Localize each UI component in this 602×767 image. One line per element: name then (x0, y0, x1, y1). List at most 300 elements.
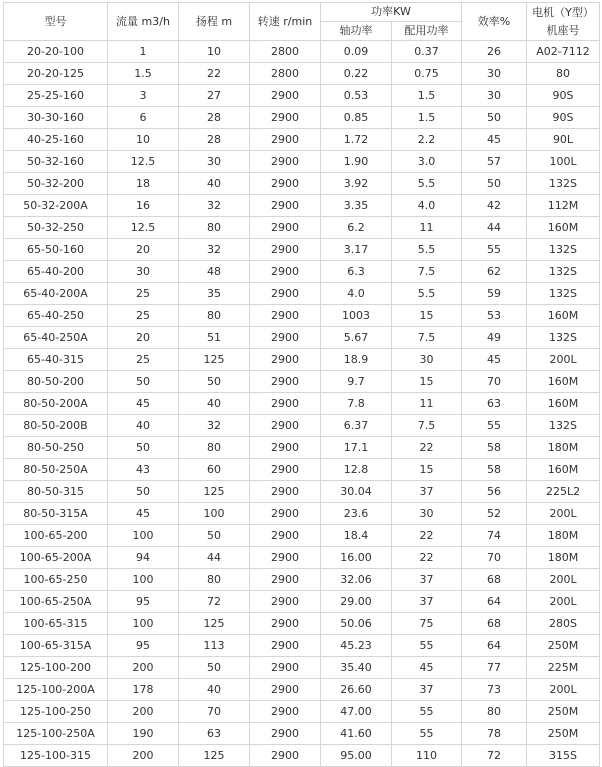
header-flow: 流量 m3/h (108, 3, 179, 41)
cell-flow: 3 (108, 85, 179, 107)
cell-head: 50 (179, 525, 250, 547)
cell-flow: 16 (108, 195, 179, 217)
cell-model: 20-20-125 (4, 63, 108, 85)
cell-shaft-power: 41.60 (321, 723, 392, 745)
cell-flow: 45 (108, 503, 179, 525)
table-row (4, 679, 600, 701)
cell-motor: 200L (527, 679, 600, 701)
cell-head: 125 (179, 745, 250, 767)
cell-rated-power: 110 (392, 745, 462, 767)
cell-efficiency: 50 (462, 107, 527, 129)
header-motor (527, 3, 600, 41)
cell-efficiency: 70 (462, 547, 527, 569)
cell-speed: 2900 (250, 437, 321, 459)
cell-model: 100-65-315 (4, 613, 108, 635)
cell-speed: 2900 (250, 481, 321, 503)
cell-motor: 200L (527, 503, 600, 525)
cell-speed: 2900 (250, 613, 321, 635)
cell-head: 80 (179, 437, 250, 459)
cell-efficiency: 57 (462, 151, 527, 173)
table-row (4, 63, 600, 85)
cell-rated-power: 11 (392, 393, 462, 415)
cell-model: 125-100-250A (4, 723, 108, 745)
table-row (4, 591, 600, 613)
cell-head: 32 (179, 415, 250, 437)
cell-rated-power: 3.0 (392, 151, 462, 173)
cell-rated-power: 15 (392, 305, 462, 327)
cell-speed: 2900 (250, 195, 321, 217)
cell-motor: 160M (527, 305, 600, 327)
cell-shaft-power: 5.67 (321, 327, 392, 349)
cell-head: 27 (179, 85, 250, 107)
cell-head: 80 (179, 217, 250, 239)
cell-motor: 225L2 (527, 481, 600, 503)
cell-shaft-power: 23.6 (321, 503, 392, 525)
cell-model: 50-32-200 (4, 173, 108, 195)
cell-flow: 25 (108, 283, 179, 305)
cell-speed: 2900 (250, 327, 321, 349)
table-row (4, 657, 600, 679)
table-row (4, 173, 600, 195)
table-row (4, 85, 600, 107)
table-row (4, 371, 600, 393)
cell-rated-power: 15 (392, 459, 462, 481)
cell-flow: 10 (108, 129, 179, 151)
cell-flow: 94 (108, 547, 179, 569)
cell-speed: 2900 (250, 85, 321, 107)
cell-motor: 80 (527, 63, 600, 85)
cell-head: 32 (179, 195, 250, 217)
cell-speed: 2800 (250, 41, 321, 63)
cell-model: 30-30-160 (4, 107, 108, 129)
cell-rated-power: 5.5 (392, 173, 462, 195)
cell-shaft-power: 17.1 (321, 437, 392, 459)
table-row (4, 503, 600, 525)
cell-head: 80 (179, 305, 250, 327)
cell-shaft-power: 9.7 (321, 371, 392, 393)
cell-efficiency: 45 (462, 349, 527, 371)
table-row (4, 327, 600, 349)
cell-speed: 2900 (250, 701, 321, 723)
cell-speed: 2900 (250, 415, 321, 437)
header-model: 型号 (4, 3, 108, 41)
cell-efficiency: 59 (462, 283, 527, 305)
cell-efficiency: 80 (462, 701, 527, 723)
cell-motor: A02-7112 (527, 41, 600, 63)
cell-rated-power: 0.75 (392, 63, 462, 85)
cell-motor: 90S (527, 107, 600, 129)
cell-shaft-power: 0.22 (321, 63, 392, 85)
table-row (4, 569, 600, 591)
cell-efficiency: 73 (462, 679, 527, 701)
cell-model: 80-50-315 (4, 481, 108, 503)
cell-model: 25-25-160 (4, 85, 108, 107)
cell-speed: 2900 (250, 239, 321, 261)
table-row (4, 525, 600, 547)
cell-model: 80-50-250A (4, 459, 108, 481)
cell-motor: 180M (527, 547, 600, 569)
cell-efficiency: 58 (462, 437, 527, 459)
cell-shaft-power: 3.35 (321, 195, 392, 217)
cell-head: 30 (179, 151, 250, 173)
cell-model: 65-40-200 (4, 261, 108, 283)
cell-shaft-power: 95.00 (321, 745, 392, 767)
cell-flow: 12.5 (108, 151, 179, 173)
cell-motor: 132S (527, 239, 600, 261)
cell-motor: 200L (527, 349, 600, 371)
cell-shaft-power: 0.85 (321, 107, 392, 129)
cell-efficiency: 30 (462, 63, 527, 85)
cell-head: 125 (179, 613, 250, 635)
cell-efficiency: 30 (462, 85, 527, 107)
cell-head: 72 (179, 591, 250, 613)
cell-motor: 90L (527, 129, 600, 151)
table-row (4, 107, 600, 129)
cell-efficiency: 52 (462, 503, 527, 525)
cell-rated-power: 22 (392, 437, 462, 459)
cell-shaft-power: 45.23 (321, 635, 392, 657)
cell-shaft-power: 47.00 (321, 701, 392, 723)
table-body (4, 41, 600, 767)
cell-efficiency: 50 (462, 173, 527, 195)
table-row (4, 349, 600, 371)
table-header (4, 3, 600, 41)
cell-flow: 50 (108, 481, 179, 503)
cell-flow: 18 (108, 173, 179, 195)
table-row (4, 283, 600, 305)
cell-motor: 250M (527, 635, 600, 657)
table-row (4, 635, 600, 657)
cell-flow: 30 (108, 261, 179, 283)
cell-speed: 2900 (250, 503, 321, 525)
pump-spec-table (3, 2, 600, 767)
cell-flow: 6 (108, 107, 179, 129)
cell-flow: 20 (108, 327, 179, 349)
cell-efficiency: 78 (462, 723, 527, 745)
cell-shaft-power: 35.40 (321, 657, 392, 679)
cell-speed: 2900 (250, 547, 321, 569)
cell-flow: 50 (108, 437, 179, 459)
cell-rated-power: 45 (392, 657, 462, 679)
cell-rated-power: 7.5 (392, 415, 462, 437)
cell-model: 125-100-250 (4, 701, 108, 723)
cell-head: 125 (179, 349, 250, 371)
cell-rated-power: 15 (392, 371, 462, 393)
cell-flow: 1.5 (108, 63, 179, 85)
cell-flow: 200 (108, 701, 179, 723)
cell-model: 80-50-200 (4, 371, 108, 393)
cell-speed: 2900 (250, 173, 321, 195)
table-row (4, 745, 600, 767)
table-row (4, 305, 600, 327)
cell-flow: 200 (108, 657, 179, 679)
cell-head: 10 (179, 41, 250, 63)
cell-shaft-power: 1.72 (321, 129, 392, 151)
cell-shaft-power: 30.04 (321, 481, 392, 503)
cell-model: 50-32-250 (4, 217, 108, 239)
cell-model: 80-50-315A (4, 503, 108, 525)
table-row (4, 613, 600, 635)
cell-motor: 160M (527, 459, 600, 481)
cell-efficiency: 26 (462, 41, 527, 63)
cell-head: 28 (179, 129, 250, 151)
cell-shaft-power: 6.2 (321, 217, 392, 239)
cell-motor: 132S (527, 283, 600, 305)
cell-motor: 132S (527, 261, 600, 283)
cell-head: 40 (179, 173, 250, 195)
cell-shaft-power: 6.3 (321, 261, 392, 283)
cell-shaft-power: 7.8 (321, 393, 392, 415)
cell-motor: 132S (527, 415, 600, 437)
table-row (4, 129, 600, 151)
cell-rated-power: 55 (392, 723, 462, 745)
cell-flow: 95 (108, 591, 179, 613)
cell-model: 125-100-315 (4, 745, 108, 767)
cell-efficiency: 63 (462, 393, 527, 415)
table-row (4, 459, 600, 481)
cell-model: 50-32-200A (4, 195, 108, 217)
cell-rated-power: 37 (392, 679, 462, 701)
cell-speed: 2900 (250, 217, 321, 239)
cell-flow: 50 (108, 371, 179, 393)
cell-motor: 225M (527, 657, 600, 679)
cell-rated-power: 30 (392, 349, 462, 371)
cell-motor: 100L (527, 151, 600, 173)
cell-rated-power: 7.5 (392, 327, 462, 349)
cell-shaft-power: 6.37 (321, 415, 392, 437)
cell-speed: 2900 (250, 635, 321, 657)
cell-shaft-power: 0.53 (321, 85, 392, 107)
cell-model: 100-65-250 (4, 569, 108, 591)
table-row (4, 151, 600, 173)
cell-model: 40-25-160 (4, 129, 108, 151)
cell-shaft-power: 3.17 (321, 239, 392, 261)
cell-head: 113 (179, 635, 250, 657)
cell-flow: 43 (108, 459, 179, 481)
cell-efficiency: 45 (462, 129, 527, 151)
cell-motor: 160M (527, 393, 600, 415)
cell-rated-power: 1.5 (392, 85, 462, 107)
cell-head: 80 (179, 569, 250, 591)
cell-efficiency: 55 (462, 239, 527, 261)
cell-head: 22 (179, 63, 250, 85)
cell-efficiency: 77 (462, 657, 527, 679)
header-speed: 转速 r/min (250, 3, 321, 41)
cell-efficiency: 68 (462, 613, 527, 635)
cell-head: 50 (179, 371, 250, 393)
cell-motor: 200L (527, 591, 600, 613)
cell-model: 50-32-160 (4, 151, 108, 173)
cell-flow: 1 (108, 41, 179, 63)
cell-efficiency: 64 (462, 635, 527, 657)
table-row (4, 261, 600, 283)
cell-head: 40 (179, 393, 250, 415)
cell-head: 35 (179, 283, 250, 305)
cell-head: 125 (179, 481, 250, 503)
cell-flow: 100 (108, 613, 179, 635)
cell-flow: 95 (108, 635, 179, 657)
cell-head: 50 (179, 657, 250, 679)
cell-flow: 20 (108, 239, 179, 261)
cell-speed: 2900 (250, 745, 321, 767)
cell-rated-power: 37 (392, 569, 462, 591)
cell-shaft-power: 18.9 (321, 349, 392, 371)
cell-head: 63 (179, 723, 250, 745)
cell-head: 51 (179, 327, 250, 349)
table-row (4, 415, 600, 437)
cell-head: 48 (179, 261, 250, 283)
cell-rated-power: 37 (392, 591, 462, 613)
table-row (4, 701, 600, 723)
cell-efficiency: 70 (462, 371, 527, 393)
cell-speed: 2900 (250, 129, 321, 151)
cell-model: 100-65-200 (4, 525, 108, 547)
cell-efficiency: 58 (462, 459, 527, 481)
cell-rated-power: 30 (392, 503, 462, 525)
cell-motor: 132S (527, 173, 600, 195)
cell-efficiency: 44 (462, 217, 527, 239)
cell-efficiency: 42 (462, 195, 527, 217)
cell-flow: 190 (108, 723, 179, 745)
cell-speed: 2900 (250, 723, 321, 745)
cell-rated-power: 22 (392, 547, 462, 569)
cell-speed: 2900 (250, 591, 321, 613)
cell-rated-power: 5.5 (392, 239, 462, 261)
cell-model: 100-65-315A (4, 635, 108, 657)
cell-rated-power: 4.0 (392, 195, 462, 217)
cell-shaft-power: 29.00 (321, 591, 392, 613)
cell-rated-power: 55 (392, 701, 462, 723)
cell-shaft-power: 1003 (321, 305, 392, 327)
cell-model: 125-100-200A (4, 679, 108, 701)
cell-flow: 45 (108, 393, 179, 415)
cell-efficiency: 74 (462, 525, 527, 547)
cell-rated-power: 1.5 (392, 107, 462, 129)
cell-model: 65-40-200A (4, 283, 108, 305)
cell-flow: 100 (108, 525, 179, 547)
cell-shaft-power: 3.92 (321, 173, 392, 195)
cell-shaft-power: 0.09 (321, 41, 392, 63)
cell-speed: 2800 (250, 63, 321, 85)
cell-efficiency: 62 (462, 261, 527, 283)
cell-flow: 178 (108, 679, 179, 701)
cell-flow: 100 (108, 569, 179, 591)
cell-motor: 180M (527, 437, 600, 459)
cell-motor: 90S (527, 85, 600, 107)
cell-model: 65-40-315 (4, 349, 108, 371)
table-row (4, 41, 600, 63)
cell-head: 40 (179, 679, 250, 701)
cell-rated-power: 0.37 (392, 41, 462, 63)
cell-speed: 2900 (250, 569, 321, 591)
header-rated-power: 配用功率 (392, 22, 462, 41)
table-row (4, 481, 600, 503)
cell-speed: 2900 (250, 459, 321, 481)
header-motor-line1: 电机（Y型） (532, 5, 594, 19)
cell-efficiency: 64 (462, 591, 527, 613)
cell-speed: 2900 (250, 371, 321, 393)
cell-shaft-power: 4.0 (321, 283, 392, 305)
cell-model: 100-65-200A (4, 547, 108, 569)
table-row (4, 195, 600, 217)
cell-flow: 200 (108, 745, 179, 767)
header-efficiency: 效率% (462, 3, 527, 41)
cell-efficiency: 68 (462, 569, 527, 591)
table-row (4, 723, 600, 745)
cell-speed: 2900 (250, 305, 321, 327)
cell-motor: 160M (527, 371, 600, 393)
table-row (4, 239, 600, 261)
cell-shaft-power: 18.4 (321, 525, 392, 547)
header-motor-line2: 机座号 (546, 23, 580, 37)
header-row-1 (4, 3, 600, 22)
cell-model: 80-50-250 (4, 437, 108, 459)
cell-model: 65-40-250 (4, 305, 108, 327)
cell-model: 100-65-250A (4, 591, 108, 613)
table-row (4, 547, 600, 569)
cell-model: 80-50-200B (4, 415, 108, 437)
cell-model: 20-20-100 (4, 41, 108, 63)
cell-motor: 200L (527, 569, 600, 591)
cell-speed: 2900 (250, 349, 321, 371)
cell-motor: 280S (527, 613, 600, 635)
cell-motor: 132S (527, 327, 600, 349)
cell-rated-power: 22 (392, 525, 462, 547)
table-row (4, 393, 600, 415)
cell-model: 65-50-160 (4, 239, 108, 261)
table-row (4, 437, 600, 459)
cell-shaft-power: 26.60 (321, 679, 392, 701)
cell-speed: 2900 (250, 657, 321, 679)
cell-head: 32 (179, 239, 250, 261)
cell-rated-power: 5.5 (392, 283, 462, 305)
cell-rated-power: 37 (392, 481, 462, 503)
table-row (4, 217, 600, 239)
header-shaft-power: 轴功率 (321, 22, 392, 41)
cell-head: 28 (179, 107, 250, 129)
cell-speed: 2900 (250, 283, 321, 305)
cell-shaft-power: 12.8 (321, 459, 392, 481)
cell-speed: 2900 (250, 261, 321, 283)
cell-flow: 12.5 (108, 217, 179, 239)
cell-speed: 2900 (250, 107, 321, 129)
cell-model: 125-100-200 (4, 657, 108, 679)
spec-table-container (3, 2, 599, 767)
cell-motor: 160M (527, 217, 600, 239)
cell-head: 44 (179, 547, 250, 569)
cell-shaft-power: 1.90 (321, 151, 392, 173)
header-power: 功率KW (321, 3, 462, 22)
cell-efficiency: 56 (462, 481, 527, 503)
cell-head: 70 (179, 701, 250, 723)
cell-motor: 180M (527, 525, 600, 547)
cell-efficiency: 72 (462, 745, 527, 767)
cell-flow: 40 (108, 415, 179, 437)
cell-flow: 25 (108, 305, 179, 327)
cell-rated-power: 75 (392, 613, 462, 635)
cell-motor: 250M (527, 723, 600, 745)
cell-efficiency: 53 (462, 305, 527, 327)
cell-efficiency: 55 (462, 415, 527, 437)
cell-speed: 2900 (250, 393, 321, 415)
cell-model: 65-40-250A (4, 327, 108, 349)
cell-model: 80-50-200A (4, 393, 108, 415)
cell-speed: 2900 (250, 525, 321, 547)
cell-head: 100 (179, 503, 250, 525)
cell-flow: 25 (108, 349, 179, 371)
cell-efficiency: 49 (462, 327, 527, 349)
cell-rated-power: 11 (392, 217, 462, 239)
